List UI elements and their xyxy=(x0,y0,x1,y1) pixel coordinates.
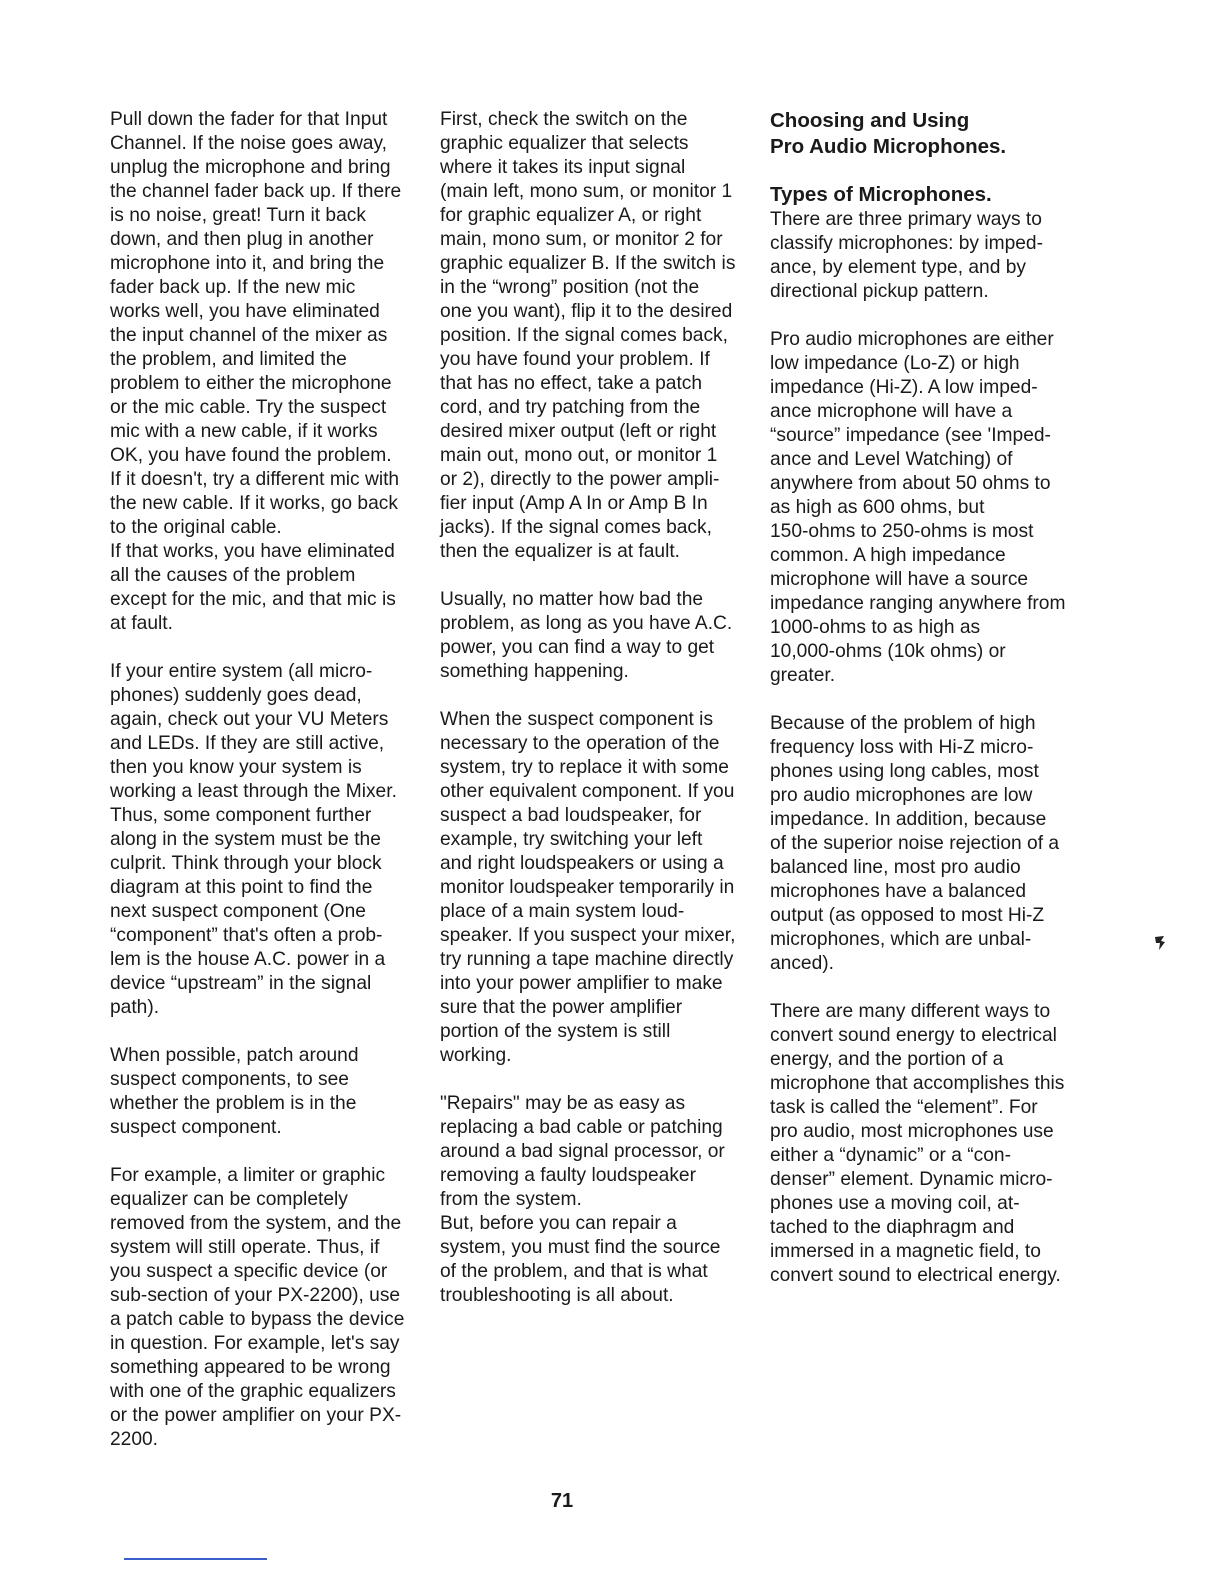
paragraph: Pull down the fader for that Input Channel. If the noise goes away, unplug the microphone and bring the channel fader back up. If there is no noise, great! Turn it back down, and then plug in another microphone into it, and bring the fader back up. If the new mic works well, you have eliminated the input channel of the mixer as the problem, and limited the problem to either the microphone or the mic cable. Try the suspect mic with a new cable, if it works OK, you have found the problem. If it doesn't, try a different mic with the new cable. If it works, go back to the original cable. xyxy=(110,109,402,538)
section-heading: Choosing and Using Pro Audio Microphones. xyxy=(770,109,1007,158)
paragraph: First, check the switch on the graphic equalizer that selects where it takes its input signal (main left, mono sum, or monitor 1 for graphic equalizer A, or right main, mono sum, or monitor 2 for graphic equalizer B. If the switch is in the “wrong” position (not the one you want), flip it to the desired position. If the signal comes back, you have found your problem. If that has no effect, take a patch cord, and try patching from the desired mixer output (left or right main out, mono out, or monitor 1 or 2), directly to the power ampli- fier input (Amp A In or Amp B In jacks). If the signal comes back, then the equalizer is at fault. xyxy=(440,109,736,562)
paragraph: If your entire system (all micro- phones) suddenly goes dead, again, check out your VU Meters and LEDs. If they are still active, then you know your system is working a least through the Mixer. Thus, some component further along in the system must be the culprit. Think through your block diagram at this point to find the next suspect component (One “component” that's often a prob- lem is the house A.C. power in a device “upstream” in the signal path). xyxy=(110,661,397,1018)
text-column-left xyxy=(110,108,430,1476)
paragraph: Because of the problem of high frequency loss with Hi-Z micro- phones using long cables, most pro audio microphones are low impedance. In addition, because of the superior noise rejection of a balanced line, most pro audio microphones have a balanced output (as opposed to most Hi-Z microphones, which are unbal- anced). xyxy=(770,713,1060,974)
paragraph: "Repairs" may be as easy as replacing a bad cable or patching around a bad signal processor, or removing a faulty loudspeaker from the system. xyxy=(440,1093,725,1210)
paragraph: Pro audio microphones are either low impedance (Lo-Z) or high impedance (Hi-Z). A low imped- ance microphone will have a “source” impedance (see 'Imped- ance and Level Watching) of anywhere from about 50 ohms to as high as 600 ohms, but 150-ohms to 250-ohms is most common. A high impedance microphone will have a source impedance ranging anywhere from 1000-ohms to as high as 10,000-ohms (10k ohms) or greater. xyxy=(770,329,1066,686)
scan-speck xyxy=(1153,934,1167,955)
text-column-right xyxy=(770,108,1090,1312)
paragraph: For example, a limiter or graphic equalizer can be completely removed from the system, and the system will still operate. Thus, if you suspect a specific device (or sub-section of your PX-2200), use a patch cable to bypass the device in question. For example, let's say something appeared to be wrong with one of the graphic equalizers or the power amplifier on your PX- 2200. xyxy=(110,1165,405,1450)
paragraph: There are many different ways to convert sound energy to electrical energy, and the portion of a microphone that accomplishes this task is called the “element”. For pro audio, most microphones use either a “dynamic” or a “con- denser” element. Dynamic micro- phones use a moving coil, at- tached to the diaphragm and immersed in a magnetic field, to convert sound to electrical energy. xyxy=(770,1001,1065,1286)
scan-speck-mark xyxy=(1153,934,1167,952)
paragraph: Usually, no matter how bad the problem, as long as you have A.C. power, you can find a way to get something happening. xyxy=(440,589,733,682)
text-column-middle xyxy=(440,108,760,1332)
paragraph: There are three primary ways to classify microphones: by imped- ance, by element type, and by directional pickup pattern. xyxy=(770,209,1043,302)
paragraph: When possible, patch around suspect components, to see whether the problem is in the suspect component. xyxy=(110,1045,359,1138)
page-number: 71 xyxy=(550,1490,574,1512)
paragraph: When the suspect component is necessary to the operation of the system, try to replace it with some other equivalent component. If you suspect a bad loudspeaker, for example, try switching your left and right loudspeakers or using a monitor loudspeaker temporarily in place of a main system loud- speaker. If you suspect your mixer, try running a tape machine directly into your power amplifier to make sure that the power amplifier portion of the system is still working. xyxy=(440,709,736,1066)
subsection-heading: Types of Microphones. xyxy=(770,183,992,206)
paragraph: If that works, you have eliminated all the causes of the problem except for the mic, and that mic is at fault. xyxy=(110,541,396,634)
paragraph: But, before you can repair a system, you must find the source of the problem, and that is what troubleshooting is all about. xyxy=(440,1213,721,1306)
footer-rule xyxy=(124,1558,267,1560)
